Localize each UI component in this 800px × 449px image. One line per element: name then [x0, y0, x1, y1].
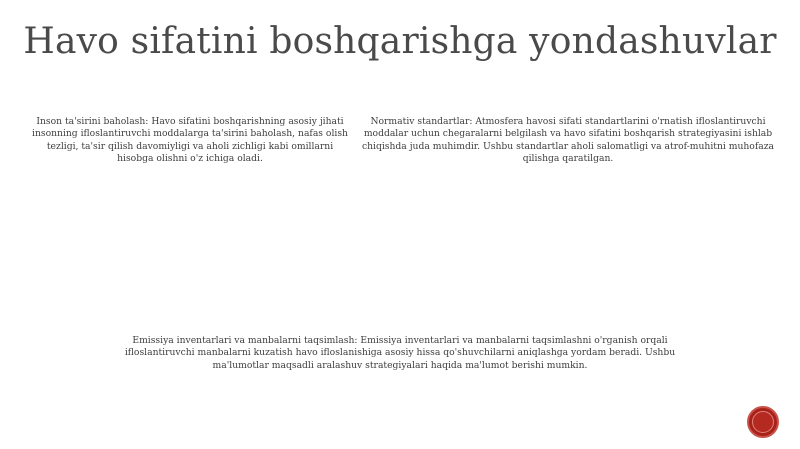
red-circle-inner-ring [752, 411, 774, 433]
slide-title: Havo sifatini boshqarishga yondashuvlar [23, 21, 777, 62]
text-block-normativ-standartlar: Normativ standartlar: Atmosfera havosi sifati standartlarini o'rnatish ifloslantiruvchi moddalar uchun chegaralarni belgilash va havo sifatini boshqarish strategiyasini ishlab chiqishda juda muhimdir. Ushbu standartlar aholi salomatligi va atrof-muhitni muhofaza qilishga qaratilgan. [361, 116, 775, 165]
red-circle-button-icon[interactable] [747, 406, 779, 438]
text-block-inson-tasiri: Inson ta'sirini baholash: Havo sifatini boshqarishning asosiy jihati insonning ifloslantiruvchi moddalarga ta'sirini baholash, nafas olish tezligi, ta'sir qilish davomiyligi va aholi zichligi kabi omillarni hisobga olishni o'z ichiga oladi. [32, 116, 348, 165]
text-block-emissiya-inventarlari: Emissiya inventarlari va manbalarni taqsimlash: Emissiya inventarlari va manbalarni taqsimlashni o'rganish orqali ifloslantiruvchi manbalarni kuzatish havo ifloslanishiga asosiy hissa qo'shuvchilarni aniqlashga yordam beradi. Ushbu ma'lumotlar maqsadli aralashuv strategiyalari haqida ma'lumot berishi mumkin. [124, 335, 676, 371]
